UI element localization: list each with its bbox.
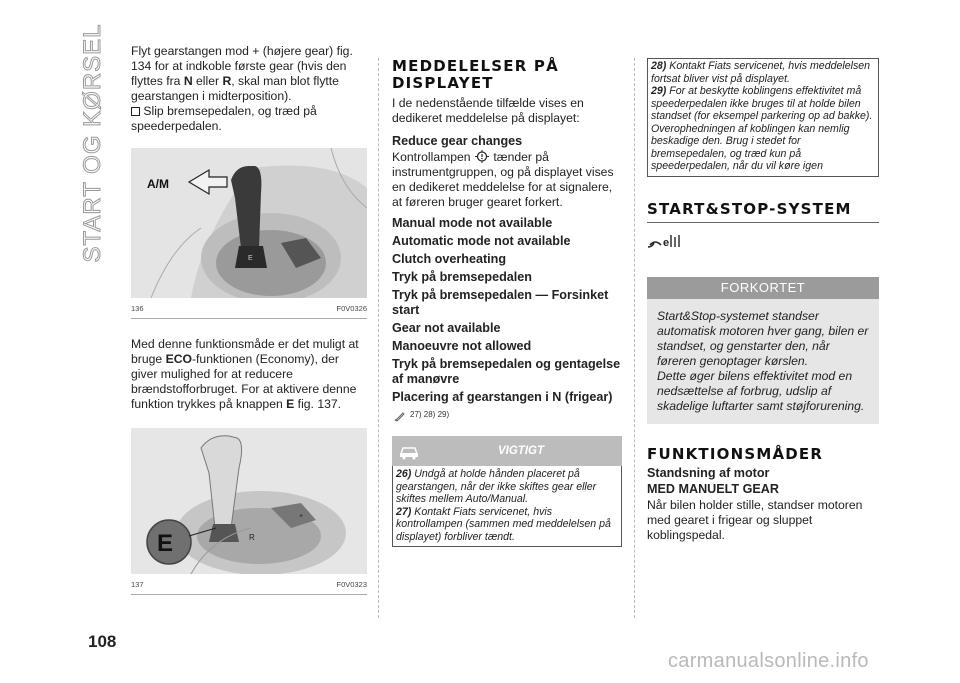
page-number: 108 [88, 632, 117, 651]
svg-text:+: + [299, 513, 304, 520]
chapter-side-title: START OG KØRSEL [79, 22, 106, 263]
message-item: Tryk på bremsepedalen — Forsinket start [392, 288, 609, 317]
bullet-square-icon [131, 107, 140, 116]
gearbox-warning-icon [474, 150, 490, 163]
gear-lever-eco-illustration [131, 428, 367, 574]
section-heading-modes: FUNKTIONSMÅDER [647, 444, 824, 463]
summary-title: FORKORTET [647, 277, 879, 299]
note-29: 29) For at beskytte koblingens effektivitet må speederpedalen ikke bruges til at holde bilen standset (for eksempel parkering op ad bakke). Overophedningen af koblingen kan nemlig beskadige den. Brug i stedet for bremsepedalen, og træd kun på speederpedalen, når du vil køre igen [651, 85, 873, 172]
figure-136 [131, 148, 367, 319]
watermark: carmanualsonline.info [668, 650, 869, 672]
message-item: Manoeuvre not allowed [392, 339, 532, 353]
paragraph-eco: Med denne funktionsmåde er det muligt at bruge ECO-funktionen (Economy), der giver mulighed for at reducere brændstofforbruget. For at aktivere denne funktion trykkes på knappen E fig. 137. [131, 337, 359, 411]
figure-137 [131, 428, 367, 595]
figure-136-image [131, 148, 367, 298]
note-28: 28) Kontakt Fiats servicenet, hvis meddelelsen fortsat bliver vist på displayet. [651, 60, 871, 85]
summary-body [647, 299, 879, 424]
car-warning-icon [398, 442, 420, 460]
column-divider [634, 58, 635, 618]
message-item: Clutch overheating [392, 252, 507, 266]
figure-136-label: A/M [147, 177, 169, 191]
svg-text:E: E [248, 255, 253, 262]
start-stop-icon [647, 233, 879, 253]
subheading-manual-gear: MED MANUELT GEAR [647, 481, 779, 496]
column-3 [647, 58, 879, 543]
important-warning-header: VIGTIGT [392, 436, 622, 466]
important-warning-body [392, 466, 622, 547]
warning-26: 26) Undgå at holde hånden placeret på gearstangen, når der ikke skiftes gear eller skiftes mellem Auto/Manual. [396, 468, 597, 505]
notes-box [647, 58, 879, 177]
section-heading-start-stop: START&STOP-SYSTEM [647, 199, 852, 218]
message-item: Tryk på bremsepedalen og gentagelse af manøvre [392, 357, 621, 386]
warning-reference-icon [394, 410, 406, 422]
footnote-references: 27) 28) 29) [394, 407, 622, 422]
paragraph-intro: I de nedenstående tilfælde vises en dedikeret meddelelse på displayet: [392, 96, 584, 125]
figure-137-caption: 137 F0V0323 [131, 580, 367, 589]
section-heading-messages: MEDDELELSER PÅ DISPLAYET [392, 57, 559, 92]
message-item: Placering af gearstangen i N (frigear) [392, 390, 613, 404]
paragraph-gear-up: Flyt gearstangen mod + (højere gear) fig. 134 for at indkoble første gear (hvis den flyttes fra N eller R, skal man blot flytte gearstangen i midterposition). [131, 44, 353, 103]
subheading-engine-stop: Standsning af motor [647, 465, 770, 480]
message-item: Gear not available [392, 321, 501, 335]
paragraph-warning-lamp: Kontrollampen tænder på instrumentgruppen, og på displayet vises en dedikeret meddelelse for at signalere, at føreren bruger gearet forkert. [392, 150, 614, 209]
summary-paragraph-2: Dette øger bilens effektivitet mod en nedsættelse af forbrug, udslip af skadelige luftarter samt støjforurening. [657, 368, 865, 413]
warning-27: 27) Kontakt Fiats servicenet, hvis kontrollampen (sammen med meddelelsen på displayet) forbliver tændt. [396, 505, 611, 543]
message-item: Manual mode not available [392, 216, 553, 230]
figure-136-caption: 136 F0V0326 [131, 304, 367, 313]
column-2 [392, 58, 622, 547]
heading-rule [647, 222, 879, 223]
paragraph-release-brake: Slip bremsepedalen, og træd på speederpedalen. [131, 104, 317, 133]
paragraph-engine-stop: Når bilen holder stille, standser motoren med gearet i frigear og sluppet koblingspedal. [647, 497, 863, 542]
message-item: Automatic mode not available [392, 234, 571, 248]
figure-137-label: E [157, 530, 174, 557]
column-divider [378, 58, 379, 618]
summary-paragraph-1: Start&Stop-systemet standser automatisk motoren hver gang, bilen er standset, og genstarter den, når føreren genoptager kørslen. [657, 308, 869, 368]
message-item: Tryk på bremsepedalen [392, 270, 532, 284]
column-1 [131, 44, 367, 595]
gear-lever-am-illustration [131, 148, 367, 298]
figure-137-image [131, 428, 367, 574]
svg-text:R: R [249, 533, 255, 542]
svg-text:e: e [663, 236, 670, 249]
message-reduce-gear-changes: Reduce gear changes [392, 134, 523, 148]
